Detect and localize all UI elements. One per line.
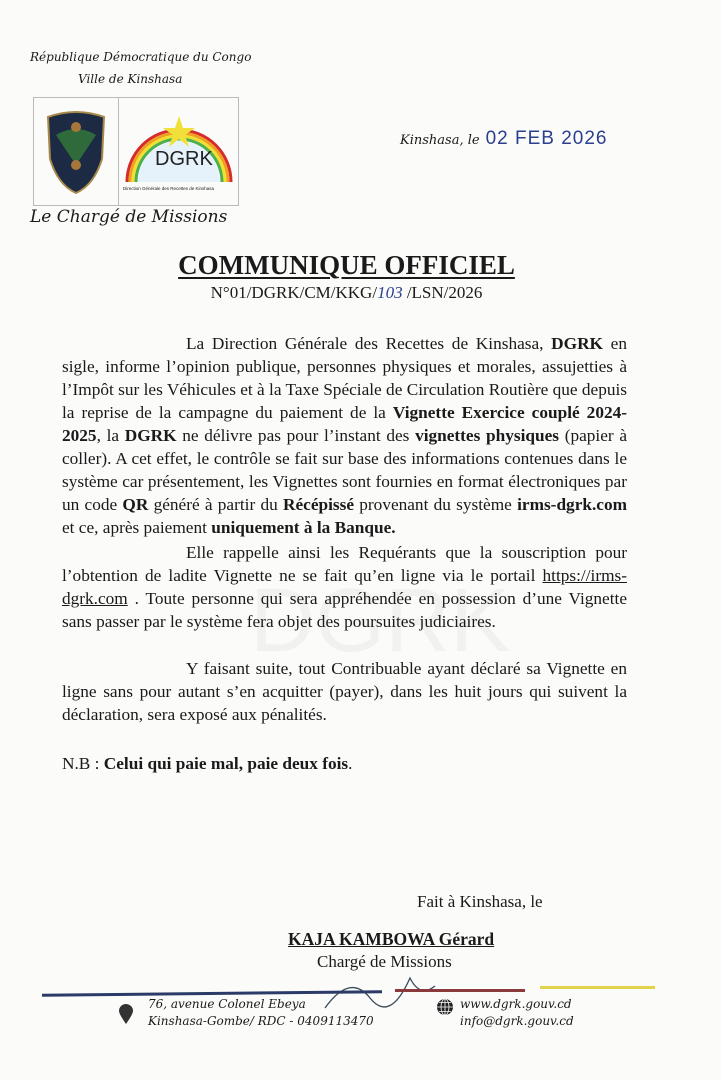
logo-text: DGRK: [155, 148, 213, 170]
office-title: Le Chargé de Missions: [30, 207, 228, 227]
text-segment: .: [348, 754, 353, 773]
bold-text: Récépissé: [283, 495, 355, 514]
city-name: Ville de Kinshasa: [78, 72, 183, 86]
text-segment: ne délivre pas pour l’instant des: [176, 426, 416, 445]
address-line-2: Kinshasa-Gombe/ RDC - 0409113470: [148, 1014, 374, 1028]
ref-prefix: N°01/DGRK/CM/KKG/: [210, 283, 378, 302]
paragraph: [62, 657, 627, 726]
paragraph: [62, 541, 627, 633]
text-segment: , la: [96, 426, 125, 445]
date-prefix: Kinshasa, le: [400, 133, 480, 148]
text-segment: en sigle, informe l’opinion publique, personnes physiques et morales, assujetties à l’Impôt sur les Véhicules et à la Taxe Spéciale de Circulation Routière que depuis la reprise de la campagne du paiement de la: [62, 334, 627, 422]
signatory-role: Chargé de Missions: [317, 952, 452, 971]
bold-text: QR: [122, 495, 149, 514]
portal-link[interactable]: https://irms-dgrk.com: [62, 566, 627, 608]
ref-suffix: /LSN/2026: [402, 283, 483, 302]
text-segment: Elle rappelle ainsi les Requérants que la souscription pour l’obtention de ladite Vignette ne se fait qu’en ligne via le portail: [62, 543, 627, 585]
date-line: [400, 128, 608, 150]
bold-text: Celui qui paie mal, paie deux fois: [103, 754, 349, 773]
country-name: République Démocratique du Congo: [30, 50, 252, 64]
ref-handwritten: 103: [377, 283, 403, 302]
address-line-1: 76, avenue Colonel Ebeya: [148, 997, 306, 1011]
communique-body: [62, 332, 627, 775]
text-segment: N.B :: [62, 754, 104, 773]
website-link[interactable]: www.dgrk.gouv.cd: [460, 997, 572, 1011]
document-title: COMMUNIQUE OFFICIEL: [178, 250, 515, 280]
bold-text: uniquement à la Banque.: [211, 518, 396, 537]
location-pin-icon: [119, 1004, 133, 1024]
kinshasa-emblem: [34, 98, 119, 205]
bold-text: DGRK: [551, 334, 603, 353]
text-segment: . Toute personne qui sera appréhendée en possession d’une Vignette sans passer par le système fera objet des poursuites judiciaires.: [62, 589, 627, 631]
text-segment: et ce, après paiement: [62, 518, 212, 537]
text-segment: La Direction Générale des Recettes de Kinshasa,: [186, 334, 552, 353]
footer-rule-yellow: [540, 986, 655, 989]
text-segment: généré à partir du: [148, 495, 283, 514]
dgrk-logo: [119, 98, 238, 205]
signatory-name: KAJA KAMBOWA Gérard: [288, 929, 495, 949]
logos-box: [33, 97, 239, 206]
text-segment: Y faisant suite, tout Contribuable ayant déclaré sa Vignette en ligne sans pour autant s’en acquitter (payer), dans les huit jours qui suivent la déclaration, sera exposé aux pénalités.: [62, 659, 627, 724]
logo-subtitle: Direction Générale des Recettes de Kinshasa: [123, 186, 215, 191]
shield-icon: [44, 109, 108, 195]
date-stamp: 02 FEB 2026: [485, 128, 608, 149]
text-segment: provenant du système: [354, 495, 518, 514]
bold-text: Vignette Exercice couplé 2024-2025: [62, 403, 627, 445]
signature-place: Fait à Kinshasa, le: [417, 892, 543, 911]
globe-icon: [436, 998, 454, 1016]
bold-text: irms-dgrk.com: [517, 495, 628, 514]
reference-number: [0, 283, 693, 303]
footer-address: [148, 996, 374, 1030]
text-segment: (papier à coller). A cet effet, le contrôle se fait sur base des informations contenues dans le système car présentement, les Vignettes sont fournies en format électroniques par un code: [62, 426, 628, 514]
bold-text: vignettes physiques: [415, 426, 560, 445]
footer-rule-red: [395, 989, 525, 992]
bold-text: DGRK: [124, 426, 177, 445]
email-link[interactable]: info@dgrk.gouv.cd: [460, 1014, 574, 1028]
footer-contact: [460, 996, 574, 1030]
nota-bene: [62, 752, 627, 775]
paragraph: [62, 332, 627, 539]
